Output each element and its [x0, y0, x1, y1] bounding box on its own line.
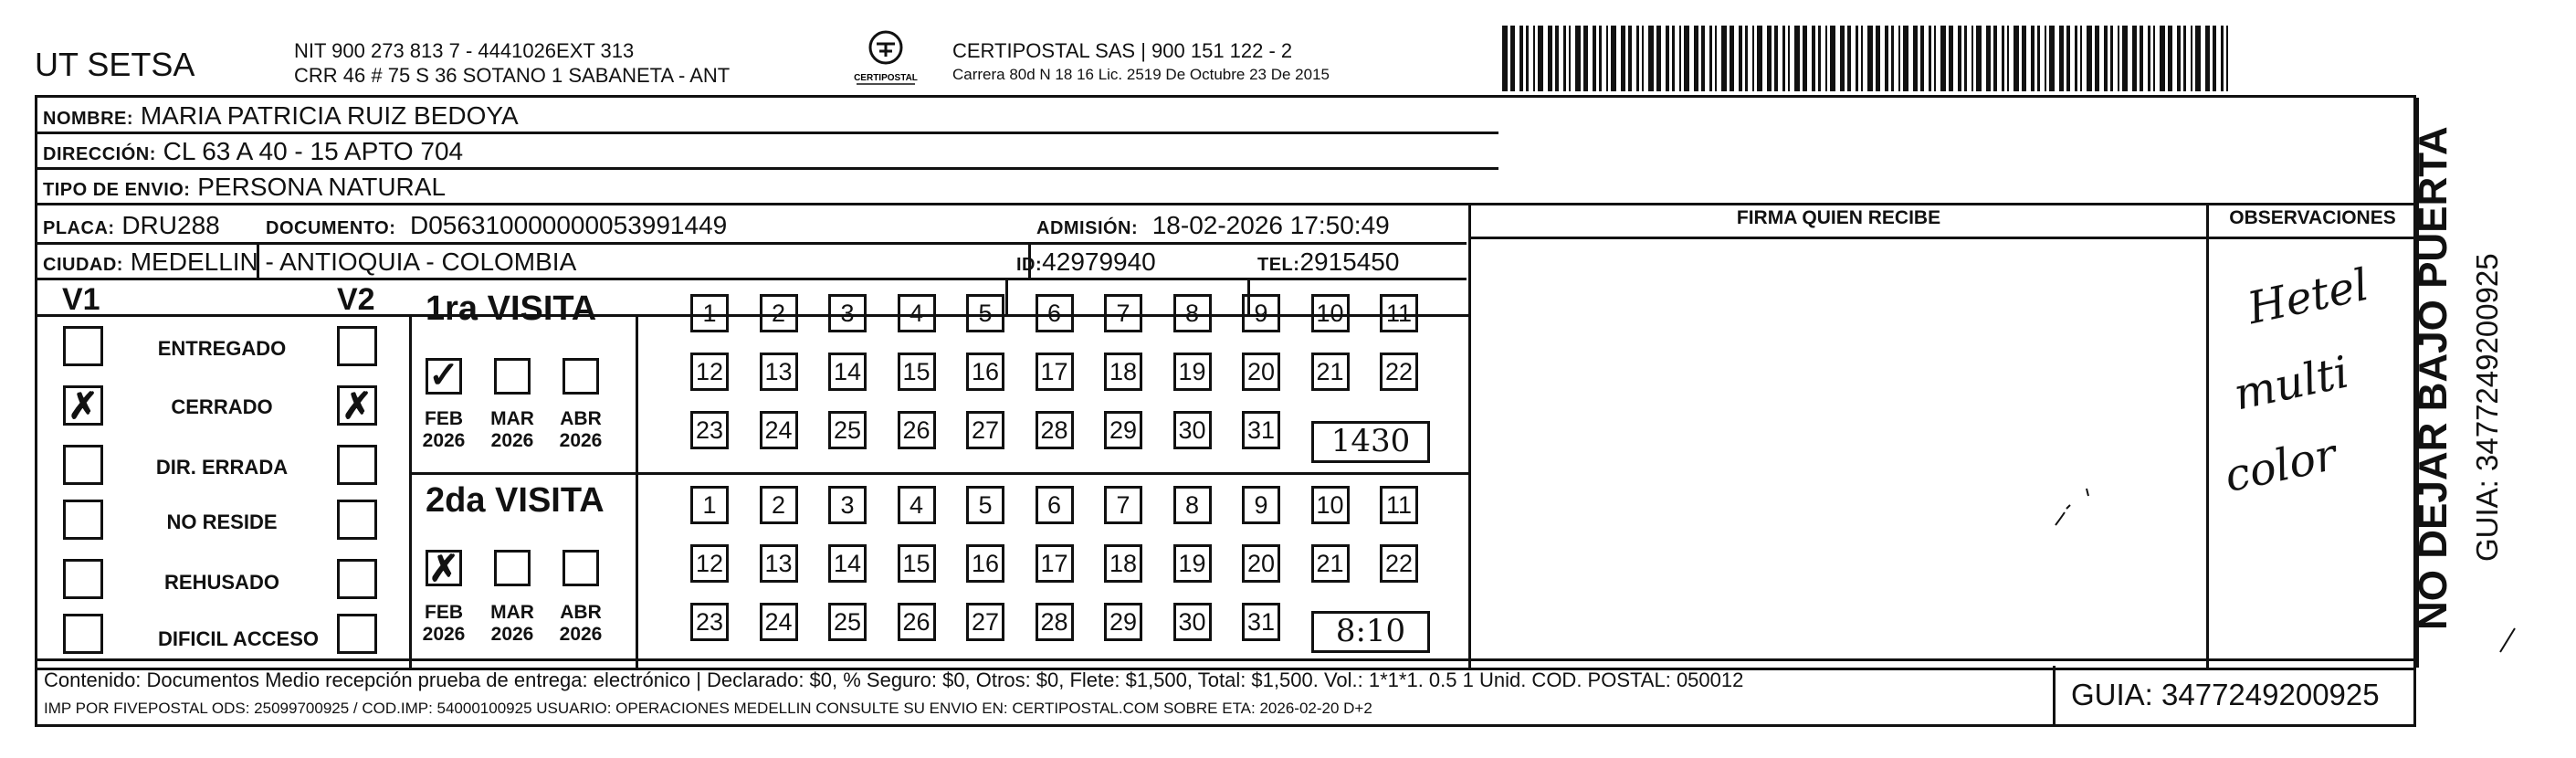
plate-field: PLACA: DRU288 — [43, 211, 220, 239]
first-feb-mark: ✓ — [428, 355, 459, 395]
document-field: DOCUMENTO: D056310000000053991449 — [266, 211, 728, 239]
second-abr-box[interactable] — [563, 550, 599, 586]
first-visit-day-10[interactable]: 10 — [1311, 294, 1350, 332]
nit-line: NIT 900 273 813 7 - 4441026EXT 313 — [294, 39, 635, 62]
second-mar-box[interactable] — [494, 550, 531, 586]
first-feb-label: FEB 2026 — [422, 408, 466, 451]
name-field: NOMBRE: MARIA PATRICIA RUIZ BEDOYA — [43, 101, 519, 130]
second-visit-day-29[interactable]: 29 — [1104, 603, 1142, 641]
second-visit-day-26[interactable]: 26 — [898, 603, 936, 641]
first-visit-day-2[interactable]: 2 — [760, 294, 798, 332]
first-visit-day-29[interactable]: 29 — [1104, 411, 1142, 449]
footer-guia: GUIA: 3477249200925 — [2071, 678, 2380, 711]
second-visit-day-13[interactable]: 13 — [760, 544, 798, 583]
first-mar-box[interactable] — [494, 358, 531, 395]
second-visit-day-28[interactable]: 28 — [1036, 603, 1074, 641]
v2-rehusado-checkbox[interactable] — [337, 559, 377, 599]
second-visit-day-21[interactable]: 21 — [1311, 544, 1350, 583]
observation-line-1: Hetel — [2243, 258, 2373, 335]
first-visit-day-31[interactable]: 31 — [1242, 411, 1280, 449]
second-visit-day-17[interactable]: 17 — [1036, 544, 1074, 583]
status-cerrado: CERRADO — [171, 395, 273, 418]
second-visit-day-7[interactable]: 7 — [1104, 486, 1142, 524]
company-name: UT SETSA — [35, 46, 195, 83]
second-visit-day-14[interactable]: 14 — [828, 544, 867, 583]
v1-cerrado-mark: ✗ — [68, 386, 99, 426]
observation-line-3: color — [2220, 428, 2341, 503]
first-visit-day-15[interactable]: 15 — [898, 353, 936, 391]
v1-dificil-acceso-checkbox[interactable] — [63, 614, 103, 654]
first-visit-day-18[interactable]: 18 — [1104, 353, 1142, 391]
v1-dir-errada-checkbox[interactable] — [63, 445, 103, 485]
signature-scribble — [2046, 481, 2101, 536]
id-field: ID:42979940 — [1016, 247, 1156, 276]
second-visit-day-24[interactable]: 24 — [760, 603, 798, 641]
license-line: Carrera 80d N 18 16 Lic. 2519 De Octubre 23 De 2015 — [952, 66, 1330, 83]
second-visit-day-20[interactable]: 20 — [1242, 544, 1280, 583]
v2-entregado-checkbox[interactable] — [337, 326, 377, 366]
first-mar-label: MAR 2026 — [490, 408, 534, 451]
status-dificil-acceso: DIFICIL ACCESO — [157, 627, 319, 650]
first-visit-time[interactable]: 1430 — [1311, 421, 1430, 463]
first-visit-day-23[interactable]: 23 — [690, 411, 729, 449]
first-visit-day-17[interactable]: 17 — [1036, 353, 1074, 391]
status-rehusado: REHUSADO — [164, 571, 279, 594]
barcode — [1502, 26, 2233, 91]
second-visit-day-23[interactable]: 23 — [690, 603, 729, 641]
tel-field: TEL:2915450 — [1257, 247, 1400, 276]
svg-text:CERTIPOSTAL: CERTIPOSTAL — [854, 73, 918, 83]
first-visit-day-27[interactable]: 27 — [966, 411, 1004, 449]
first-visit-day-12[interactable]: 12 — [690, 353, 729, 391]
first-visit-day-11[interactable]: 11 — [1380, 294, 1418, 332]
second-feb-box[interactable] — [426, 549, 462, 589]
second-visit-day-6[interactable]: 6 — [1036, 486, 1074, 524]
second-visit-day-18[interactable]: 18 — [1104, 544, 1142, 583]
observation-line-2: multi — [2229, 346, 2353, 421]
first-visit-day-21[interactable]: 21 — [1311, 353, 1350, 391]
second-abr-label: ABR 2026 — [559, 602, 603, 645]
first-visit-day-1[interactable]: 1 — [690, 294, 729, 332]
second-visit-day-2[interactable]: 2 — [760, 486, 798, 524]
footer-content-line: Contenido: Documentos Medio recepción prueba de entrega: electrónico | Declarado: $0, % Seguro: $0, Otros: $0, Flete: $1,500, Total: $1,500. Vol.: 1*1*1. 0.5 1 Unid. COD. POSTAL: 050012 — [44, 669, 1744, 691]
second-visit-day-5[interactable]: 5 — [966, 486, 1004, 524]
address-field: DIRECCIÓN: CL 63 A 40 - 15 APTO 704 — [43, 137, 464, 165]
second-visit-day-3[interactable]: 3 — [828, 486, 867, 524]
first-visit-day-24[interactable]: 24 — [760, 411, 798, 449]
first-abr-label: ABR 2026 — [559, 408, 603, 451]
second-visit-day-10[interactable]: 10 — [1311, 486, 1350, 524]
first-visit-day-30[interactable]: 30 — [1173, 411, 1212, 449]
admission-field: ADMISIÓN: 18-02-2026 17:50:49 — [1036, 211, 1390, 239]
observations-column-header: OBSERVACIONES — [2229, 207, 2396, 228]
first-visit-day-20[interactable]: 20 — [1242, 353, 1280, 391]
first-visit-day-3[interactable]: 3 — [828, 294, 867, 332]
second-visit-day-8[interactable]: 8 — [1173, 486, 1212, 524]
first-visit-day-16[interactable]: 16 — [966, 353, 1004, 391]
second-visit-day-30[interactable]: 30 — [1173, 603, 1212, 641]
first-visit-day-4[interactable]: 4 — [898, 294, 936, 332]
side-guia: GUIA: 3477249200925 — [2470, 253, 2504, 562]
first-visit-day-19[interactable]: 19 — [1173, 353, 1212, 391]
first-visit-day-8[interactable]: 8 — [1173, 294, 1212, 332]
first-visit-day-6[interactable]: 6 — [1036, 294, 1074, 332]
v2-no-reside-checkbox[interactable] — [337, 500, 377, 540]
footer-print-line: IMP POR FIVEPOSTAL ODS: 25099700925 / COD.IMP: 54000100925 USUARIO: OPERACIONES MEDELLIN CONSULTE SU ENVIO EN: CERTIPOSTAL.COM SOBRE ETA: 2026-02-20 D+2 — [44, 700, 1372, 717]
first-abr-box[interactable] — [563, 358, 599, 395]
second-feb-label: FEB 2026 — [422, 602, 466, 645]
status-entregado: ENTREGADO — [157, 337, 287, 360]
status-no-reside: NO RESIDE — [166, 511, 278, 533]
v1-rehusado-checkbox[interactable] — [63, 559, 103, 599]
second-visit-time[interactable]: 8:10 — [1311, 611, 1430, 653]
certipostal-logo — [849, 27, 922, 91]
address-line: CRR 46 # 75 S 36 SOTANO 1 SABANETA - ANT — [294, 64, 731, 87]
second-visit-day-19[interactable]: 19 — [1173, 544, 1212, 583]
signature-column-header: FIRMA QUIEN RECIBE — [1736, 207, 1941, 228]
v2-dir-errada-checkbox[interactable] — [337, 445, 377, 485]
side-warning: NO DEJAR BAJO PUERTA — [2411, 126, 2455, 630]
v2-cerrado-checkbox[interactable] — [337, 385, 377, 426]
second-visit-day-1[interactable]: 1 — [690, 486, 729, 524]
send-type-field: TIPO DE ENVIO: PERSONA NATURAL — [43, 173, 447, 201]
second-visit-day-31[interactable]: 31 — [1242, 603, 1280, 641]
status-dir-errada: DIR. ERRADA — [155, 456, 289, 479]
second-visit-day-25[interactable]: 25 — [828, 603, 867, 641]
second-visit-day-11[interactable]: 11 — [1380, 486, 1418, 524]
first-visit-title: 1ra VISITA — [426, 290, 597, 328]
second-feb-mark: ✗ — [428, 549, 459, 589]
first-visit-day-9[interactable]: 9 — [1242, 294, 1280, 332]
second-visit-day-22[interactable]: 22 — [1380, 544, 1418, 583]
second-visit-day-16[interactable]: 16 — [966, 544, 1004, 583]
second-visit-title: 2da VISITA — [426, 481, 605, 520]
first-visit-day-7[interactable]: 7 — [1104, 294, 1142, 332]
v1-header: V1 — [62, 282, 100, 317]
v2-header: V2 — [337, 282, 375, 317]
second-visit-day-12[interactable]: 12 — [690, 544, 729, 583]
second-visit-day-27[interactable]: 27 — [966, 603, 1004, 641]
first-visit-day-26[interactable]: 26 — [898, 411, 936, 449]
first-visit-day-22[interactable]: 22 — [1380, 353, 1418, 391]
first-visit-day-14[interactable]: 14 — [828, 353, 867, 391]
first-visit-day-28[interactable]: 28 — [1036, 411, 1074, 449]
delivery-form — [35, 95, 2416, 661]
v2-cerrado-mark: ✗ — [342, 386, 373, 426]
second-visit-day-15[interactable]: 15 — [898, 544, 936, 583]
v1-no-reside-checkbox[interactable] — [63, 500, 103, 540]
v1-entregado-checkbox[interactable] — [63, 326, 103, 366]
certipostal-line: CERTIPOSTAL SAS | 900 151 122 - 2 — [952, 39, 1293, 62]
first-visit-day-25[interactable]: 25 — [828, 411, 867, 449]
first-visit-day-5[interactable]: 5 — [966, 294, 1004, 332]
city-field: CIUDAD: MEDELLIN - ANTIOQUIA - COLOMBIA — [43, 247, 577, 276]
first-visit-day-13[interactable]: 13 — [760, 353, 798, 391]
footer-divider — [2053, 666, 2056, 724]
first-feb-box[interactable] — [426, 355, 462, 395]
second-mar-label: MAR 2026 — [490, 602, 534, 645]
second-visit-day-4[interactable]: 4 — [898, 486, 936, 524]
v1-cerrado-checkbox[interactable] — [63, 385, 103, 426]
corner-scribble — [2493, 621, 2529, 658]
second-visit-day-9[interactable]: 9 — [1242, 486, 1280, 524]
